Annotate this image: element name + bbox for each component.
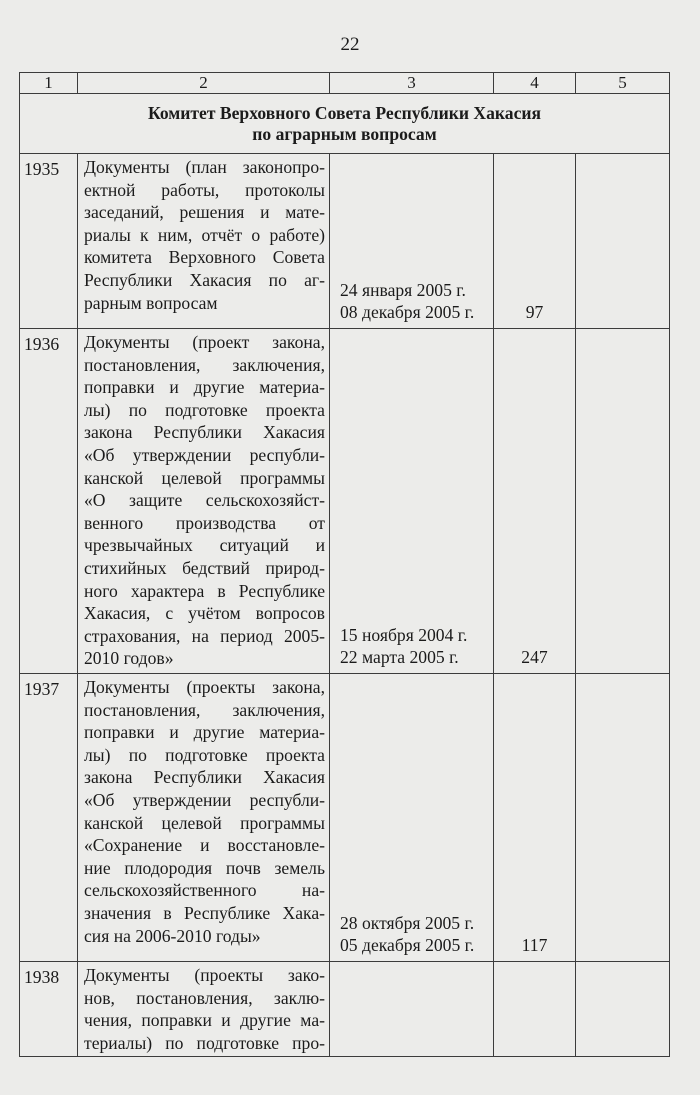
case-number: 1938	[20, 962, 78, 1057]
table-row	[20, 329, 670, 674]
sheet-count: 97	[494, 154, 576, 329]
case-title-line: закона Республики Хакасия	[84, 767, 325, 788]
case-title-line: постановления, заключения,	[84, 354, 325, 375]
case-title-line: венного производства от	[84, 512, 325, 533]
case-title-line: комитета Верховного Совета	[84, 247, 325, 268]
table-row	[20, 154, 670, 329]
case-title-line: сельскохозяйственного на-	[84, 880, 325, 901]
case-title-line: ектной работы, протоколы	[84, 179, 325, 200]
case-title-line: страхования, на период 2005-	[84, 625, 325, 646]
notes-cell	[576, 154, 670, 329]
sheet-count	[494, 962, 576, 1057]
case-title-line: Документы (проект закона,	[84, 332, 325, 352]
case-title-line: «Об утверждении республи-	[84, 789, 325, 810]
case-title-line: ного характера в Республике	[84, 580, 325, 601]
case-title-line: Документы (проекты закона,	[84, 677, 325, 697]
case-dates	[330, 674, 494, 962]
table-row	[20, 962, 670, 1057]
case-dates	[330, 962, 494, 1057]
date-start: 24 января 2005 г.	[340, 279, 466, 300]
case-title-line: постановления, заключения,	[84, 699, 325, 720]
date-end: 05 декабря 2005 г.	[340, 935, 475, 956]
column-number-2: 2	[78, 73, 330, 94]
page-number: 22	[340, 34, 360, 55]
notes-cell	[576, 329, 670, 674]
case-title	[78, 154, 330, 329]
sheet-count: 117	[494, 674, 576, 962]
registry-table	[19, 72, 670, 1057]
case-number: 1936	[20, 329, 78, 674]
column-number-5: 5	[576, 73, 670, 94]
date-start: 28 октября 2005 г.	[340, 912, 475, 933]
case-title-line: териалы) по подготовке про-	[84, 1032, 325, 1053]
case-dates	[330, 329, 494, 674]
case-title-line: сия на 2006-2010 годы»	[84, 925, 261, 946]
case-title-line: заседаний, решения и мате-	[84, 202, 325, 223]
case-title-line: лы) по подготовке проекта	[84, 744, 325, 765]
case-number: 1937	[20, 674, 78, 962]
case-title-line: стихийных бедствий природ-	[84, 557, 325, 578]
case-title	[78, 962, 330, 1057]
column-number-4: 4	[494, 73, 576, 94]
case-title-line: поправки и другие материа-	[84, 377, 325, 398]
case-title-line: 2010 годов»	[84, 648, 174, 669]
case-title-line: Документы (проекты зако-	[84, 965, 325, 985]
case-title-line: Республики Хакасия по аг-	[84, 269, 325, 290]
case-title	[78, 329, 330, 674]
section-heading	[20, 94, 670, 154]
case-title-line: риалы к ним, отчёт о работе)	[84, 224, 325, 245]
notes-cell	[576, 674, 670, 962]
section-heading-row	[20, 94, 670, 154]
case-title-line: «Об утверждении республи-	[84, 444, 325, 465]
case-title-line: чрезвычайных ситуаций и	[84, 535, 325, 556]
case-title-line: Документы (план законопро-	[84, 157, 325, 177]
case-dates	[330, 154, 494, 329]
section-heading-line: по аграрным вопросам	[252, 123, 437, 144]
case-title-line: нов, постановления, заклю-	[84, 987, 325, 1008]
date-start: 15 ноября 2004 г.	[340, 624, 468, 645]
case-title-line: канской целевой программы	[84, 812, 325, 833]
case-title	[78, 674, 330, 962]
case-title-line: значения в Республике Хака-	[84, 902, 325, 923]
date-end: 22 марта 2005 г.	[340, 647, 459, 668]
date-end: 08 декабря 2005 г.	[340, 302, 475, 323]
table-row	[20, 674, 670, 962]
case-title-line: чения, поправки и другие ма-	[84, 1010, 325, 1031]
case-number: 1935	[20, 154, 78, 329]
column-number-3: 3	[330, 73, 494, 94]
case-title-line: поправки и другие материа-	[84, 722, 325, 743]
case-title-line: «О защите сельскохозяйст-	[84, 490, 325, 511]
case-title-line: Хакасия, с учётом вопросов	[84, 603, 325, 624]
notes-cell	[576, 962, 670, 1057]
column-number-1: 1	[20, 73, 78, 94]
sheet-count: 247	[494, 329, 576, 674]
case-title-line: рарным вопросам	[84, 292, 218, 313]
case-title-line: лы) по подготовке проекта	[84, 399, 325, 420]
case-title-line: «Сохранение и восстановле-	[84, 835, 325, 856]
case-title-line: закона Республики Хакасия	[84, 422, 325, 443]
column-number-row	[20, 73, 670, 94]
section-heading-line: Комитет Верховного Совета Республики Хакасия	[147, 102, 542, 123]
case-title-line: ние плодородия почв земель	[84, 857, 325, 878]
case-title-line: канской целевой программы	[84, 467, 325, 488]
